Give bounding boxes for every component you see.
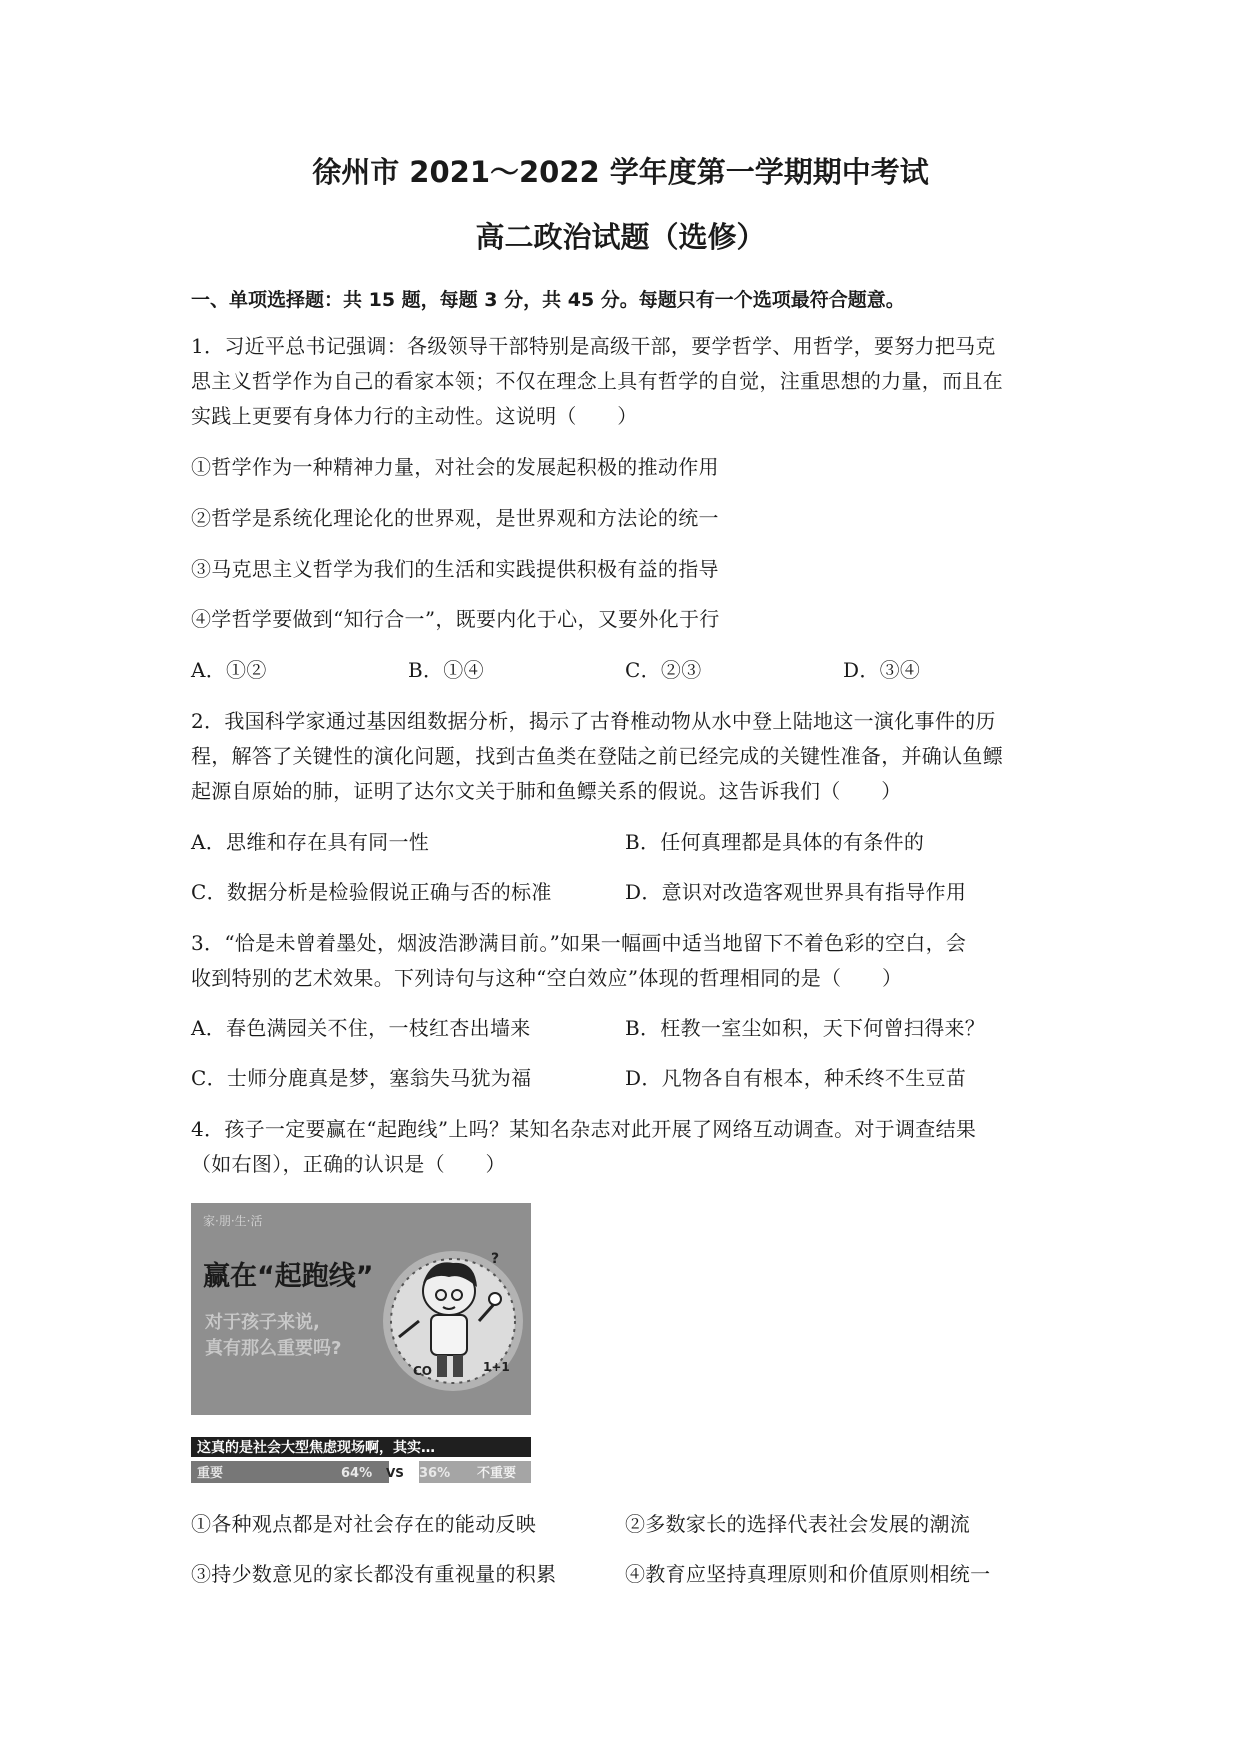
exam-title: 徐州市 2021～2022 学年度第一学期期中考试 <box>312 155 929 189</box>
important-label: 重要 <box>197 1466 224 1481</box>
q3-option-b: B．枉教一室尘如积，天下何曾扫得来？ <box>625 1016 986 1040</box>
svg-text:1+1: 1+1 <box>483 1360 510 1374</box>
q1-stem-line: 实践上更要有身体力行的主动性。这说明（ ） <box>191 404 638 428</box>
child-illustration <box>383 1251 523 1391</box>
q1-option-c: C．②③ <box>625 658 702 682</box>
q4-statement: ④教育应坚持真理原则和价值原则相统一 <box>625 1562 991 1586</box>
exam-subtitle: 高二政治试题（选修） <box>475 220 766 254</box>
q1-option-d: D．③④ <box>843 658 921 682</box>
q1-statement: ③马克思主义哲学为我们的生活和实践提供积极有益的指导 <box>191 557 719 581</box>
section-heading: 一、单项选择题：共 15 题，每题 3 分，共 45 分。每题只有一个选项最符合题意。 <box>191 289 905 311</box>
survey-graphic <box>191 1203 531 1483</box>
q1-option-a: A．①② <box>191 658 267 682</box>
graphic-banner-text: 这真的是社会大型焦虑现场啊，其实… <box>197 1440 435 1456</box>
vs-label: VS <box>386 1466 404 1480</box>
q1-stem-line: 1．习近平总书记强调：各级领导干部特别是高级干部，要学哲学、用哲学，要努力把马克 <box>191 334 996 358</box>
q4-statement: ②多数家长的选择代表社会发展的潮流 <box>625 1512 971 1536</box>
q1-statement: ②哲学是系统化理论化的世界观，是世界观和方法论的统一 <box>191 506 719 530</box>
not-important-label: 不重要 <box>477 1466 517 1481</box>
graphic-top-label: 家·朋·生·活 <box>203 1214 263 1228</box>
svg-text:?: ? <box>491 1251 500 1267</box>
q1-statement: ①哲学作为一种精神力量，对社会的发展起积极的推动作用 <box>191 455 719 479</box>
q4-statement: ①各种观点都是对社会存在的能动反映 <box>191 1512 537 1536</box>
q2-option-a: A．思维和存在具有同一性 <box>191 830 430 854</box>
graphic-question-line: 对于孩子来说, <box>205 1312 320 1333</box>
result-bar <box>191 1461 531 1483</box>
q2-option-b: B．任何真理都是具体的有条件的 <box>625 830 925 854</box>
q2-stem-line: 2．我国科学家通过基因组数据分析，揭示了古脊椎动物从水中登上陆地这一演化事件的历 <box>191 709 996 733</box>
graphic-question-line: 真有那么重要吗? <box>205 1338 342 1359</box>
q2-option-d: D．意识对改造客观世界具有指导作用 <box>625 880 967 904</box>
important-percent: 64% <box>341 1466 373 1481</box>
q3-stem-line: 收到特别的艺术效果。下列诗句与这种“空白效应”体现的哲理相同的是（ ） <box>191 966 903 990</box>
q1-statement: ④学哲学要做到“知行合一”，既要内化于心，又要外化于行 <box>191 607 720 631</box>
graphic-headline: 赢在“起跑线” <box>203 1261 374 1292</box>
q3-stem-line: 3．“恰是未曾着墨处，烟波浩渺满目前。”如果一幅画中适当地留下不着色彩的空白，会 <box>191 931 967 955</box>
q2-stem-line: 程，解答了关键性的演化问题，找到古鱼类在登陆之前已经完成的关键性准备，并确认鱼鳔 <box>191 744 1003 768</box>
q1-option-b: B．①④ <box>408 658 484 682</box>
q2-stem-line: 起源自原始的肺，证明了达尔文关于肺和鱼鳔关系的假说。这告诉我们（ ） <box>191 779 902 803</box>
q4-stem-line: （如右图），正确的认识是（ ） <box>191 1152 506 1176</box>
q3-option-c: C．士师分鹿真是梦，塞翁失马犹为福 <box>191 1066 532 1090</box>
q3-option-a: A．春色满园关不住，一枝红杏出墙来 <box>191 1016 531 1040</box>
q1-stem-line: 思主义哲学作为自己的看家本领；不仅在理念上具有哲学的自觉，注重思想的力量，而且在 <box>191 369 1003 393</box>
q4-statement: ③持少数意见的家长都没有重视量的积累 <box>191 1562 557 1586</box>
q3-option-d: D．凡物各自有根本，种禾终不生豆苗 <box>625 1066 967 1090</box>
svg-text:CO: CO <box>413 1364 433 1378</box>
q2-option-c: C．数据分析是检验假说正确与否的标准 <box>191 880 552 904</box>
not-important-percent: 36% <box>419 1466 451 1481</box>
q4-stem-line: 4．孩子一定要赢在“起跑线”上吗？某知名杂志对此开展了网络互动调查。对于调查结果 <box>191 1117 977 1141</box>
